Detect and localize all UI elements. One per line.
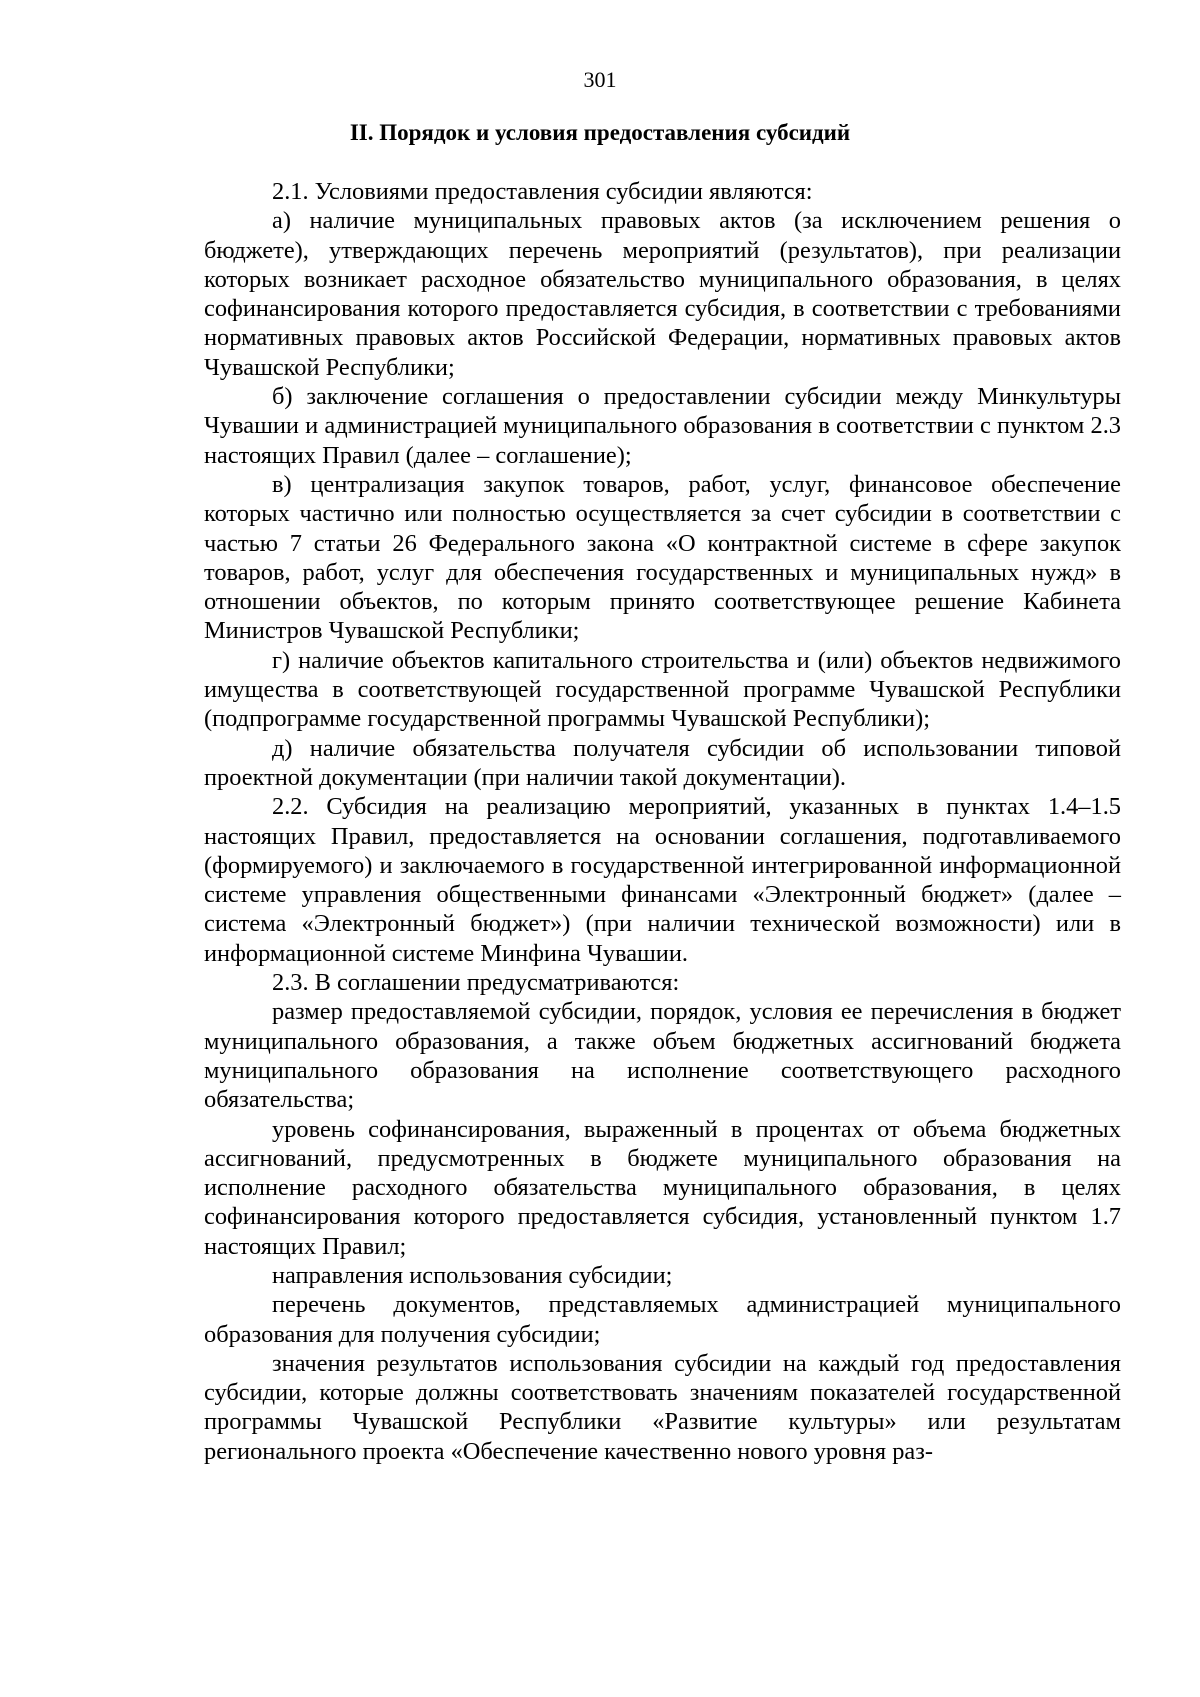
page-number: 301 bbox=[583, 67, 617, 92]
paragraph-2-1-b: б) заключение соглашения о предоставлении субсидии между Минкультуры Чувашии и администрацией муниципального образования в соответствии с пунктом 2.3 настоящих Правил (далее – соглашение); bbox=[204, 383, 1121, 469]
paragraph-2-1-d: д) наличие обязательства получателя субсидии об использовании типовой проектной документации (при наличии такой документации). bbox=[204, 734, 1121, 791]
paragraph-2-1-g: г) наличие объектов капитального строительства и (или) объектов недвижимого имущества в соответствующей государственной программе Чувашской Республики (подпрограмме государственной программы Чувашской Республики); bbox=[204, 646, 1121, 733]
paragraph-2-3-result-values: значения результатов использования субсидии на каждый год предоставления субсидии, которые должны соответствовать значениям показателей государственной программы Чувашской Республики «Развитие культуры» или результатам регионального проекта «Обеспечение качественно нового уровня раз- bbox=[204, 1349, 1121, 1465]
paragraph-2-1-v: в) централизация закупок товаров, работ, услуг, финансовое обеспечение которых частично или полностью осуществляется за счет субсидии в соответствии с частью 7 статьи 26 Федерального закона «О контрактной системе в сфере закупок товаров, работ, услуг для обеспечения государственных и муниципальных нужд» в отношении объектов, по которым принято соответствующее решение Кабинета Министров Чувашской Республики; bbox=[204, 470, 1121, 645]
paragraph-2-3-documents-list: перечень документов, представляемых администрацией муниципального образования для получения субсидии; bbox=[204, 1291, 1121, 1348]
paragraph-2-2: 2.2. Субсидия на реализацию мероприятий, указанных в пунктах 1.4–1.5 настоящих Правил, предоставляется на основании соглашения, подготавливаемого (формируемого) и заключаемого в государственной интегрированной информационной системе управления общественными финансами «Электронный бюджет» (далее – система «Электронный бюджет») (при наличии технической возможности) или в информационной системе Минфина Чувашии. bbox=[204, 793, 1121, 967]
paragraph-2-3-subsidy-size: размер предоставляемой субсидии, порядок, условия ее перечисления в бюджет муниципального образования, а также объем бюджетных ассигнований бюджета муниципального образования на исполнение соответствующего расходного обязательства; bbox=[204, 998, 1121, 1114]
paragraph-2-1: 2.1. Условиями предоставления субсидии являются: bbox=[272, 178, 813, 205]
paragraph-2-3: 2.3. В соглашении предусматриваются: bbox=[272, 969, 680, 997]
section-title: II. Порядок и условия предоставления субсидий bbox=[349, 120, 851, 145]
paragraph-2-3-usage-directions: направления использования субсидии; bbox=[272, 1261, 673, 1289]
paragraph-2-1-a: а) наличие муниципальных правовых актов (за исключением решения о бюджете), утверждающих перечень мероприятий (результатов), при реализации которых возникает расходное обязательство муниципального образования, в целях софинансирования которого предоставляется субсидия, в соответствии с требованиями нормативных правовых актов Российской Федерации, нормативных правовых актов Чувашской Республики; bbox=[204, 207, 1121, 381]
paragraph-2-3-cofinancing-level: уровень софинансирования, выраженный в процентах от объема бюджетных ассигнований, предусмотренных в бюджете муниципального образования на исполнение расходного обязательства муниципального образования, в целях софинансирования которого предоставляется субсидия, установленный пунктом 1.7 настоящих Правил; bbox=[204, 1115, 1121, 1260]
document-body bbox=[204, 177, 1121, 1466]
